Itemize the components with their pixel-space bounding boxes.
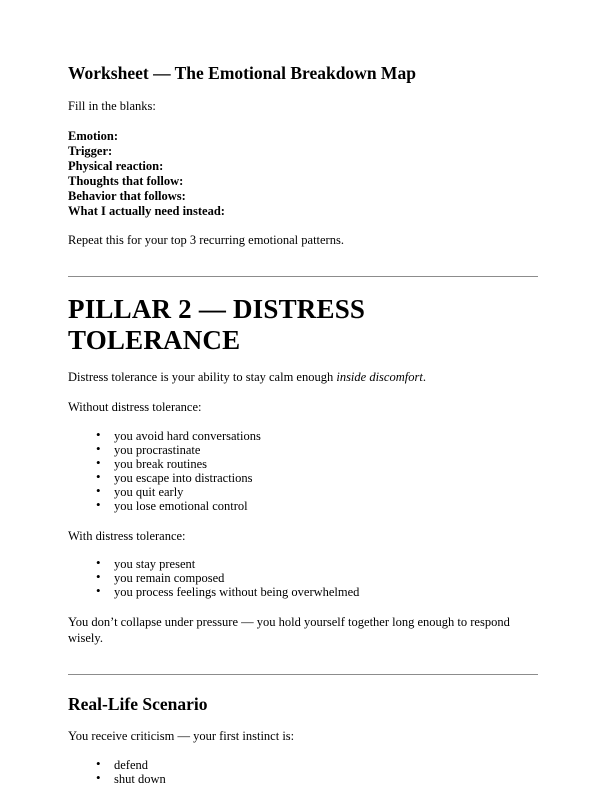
worksheet-outro: Repeat this for your top 3 recurring emotional patterns. xyxy=(68,232,344,247)
worksheet-title: Worksheet — The Emotional Breakdown Map xyxy=(68,63,416,83)
field-need-instead: What I actually need instead: xyxy=(68,203,225,218)
list-item: • shut down xyxy=(114,772,538,786)
without-list xyxy=(68,429,538,513)
list-item: • you escape into distractions xyxy=(114,471,538,485)
section-divider xyxy=(68,276,538,277)
scenario-lead: You receive criticism — your first instinct is: xyxy=(68,729,295,744)
field-emotion: Emotion: xyxy=(68,128,118,143)
pillar-lead-prefix: Distress tolerance is your ability to stay calm enough xyxy=(68,370,337,385)
scenario-title: Real-Life Scenario xyxy=(68,694,208,715)
pillar-lead-suffix: . xyxy=(422,370,426,385)
pillar-summary: You don’t collapse under pressure — you hold yourself together long enough to respond wisely. xyxy=(68,615,510,645)
worksheet-intro: Fill in the blanks: xyxy=(68,99,156,113)
list-item: • you avoid hard conversations xyxy=(114,429,538,443)
pillar-lead-italic: inside discomfort xyxy=(336,370,423,385)
field-thoughts: Thoughts that follow: xyxy=(68,173,184,188)
worksheet-fields xyxy=(68,129,538,219)
with-list xyxy=(68,557,538,599)
field-physical-reaction: Physical reaction: xyxy=(68,158,164,173)
list-item: • defend xyxy=(114,758,538,772)
list-item: • you lose emotional control xyxy=(114,499,538,513)
field-behavior: Behavior that follows: xyxy=(68,188,186,203)
pillar-title: PILLAR 2 — DISTRESS TOLERANCE xyxy=(68,294,366,356)
scenario-list xyxy=(68,758,538,786)
field-trigger: Trigger: xyxy=(68,143,113,158)
without-label: Without distress tolerance: xyxy=(68,399,202,414)
list-item: • you remain composed xyxy=(114,571,538,585)
list-item: • you break routines xyxy=(114,457,538,471)
list-item: • you quit early xyxy=(114,485,538,499)
list-item: • you process feelings without being overwhelmed xyxy=(114,585,538,599)
section-divider xyxy=(68,674,538,675)
pillar-lead xyxy=(68,370,538,386)
with-label: With distress tolerance: xyxy=(68,528,186,543)
list-item: • you stay present xyxy=(114,557,538,571)
list-item: • you procrastinate xyxy=(114,443,538,457)
